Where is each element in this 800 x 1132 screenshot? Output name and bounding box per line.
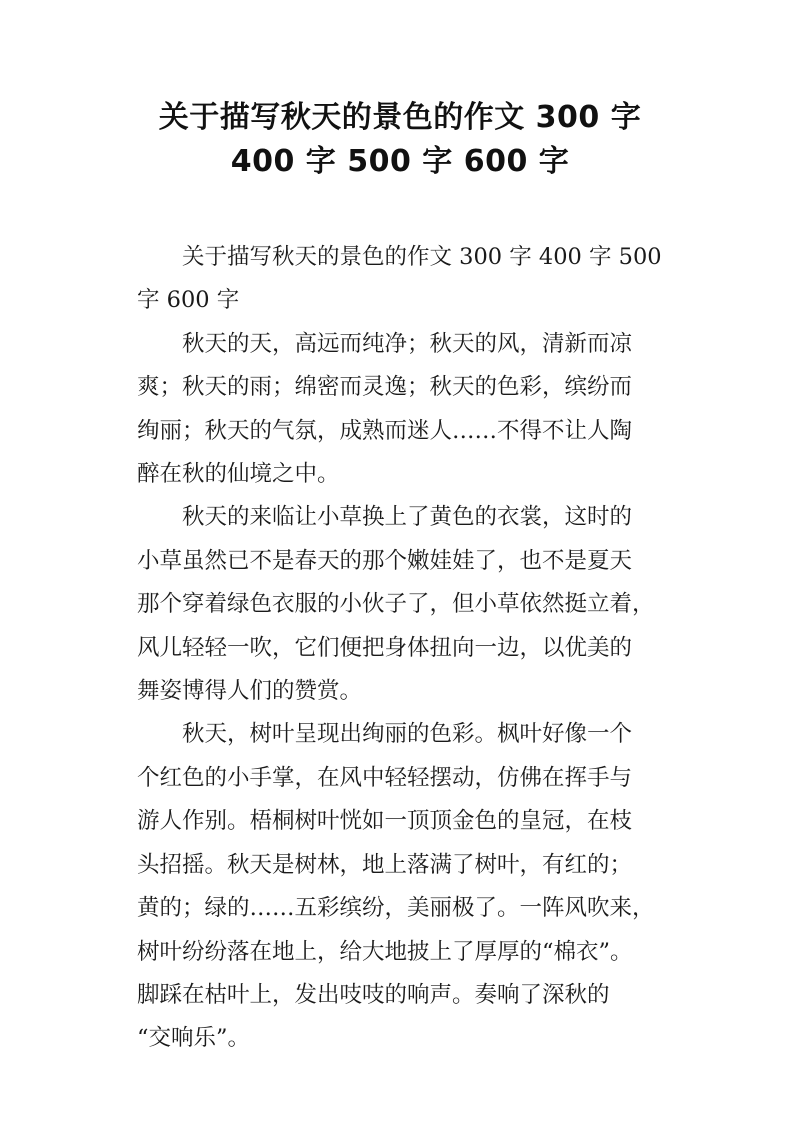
paragraph-line: “交响乐”。	[137, 1025, 251, 1052]
document-title	[0, 96, 800, 184]
paragraph-line: 头招摇。秋天是树林，地上落满了树叶，有红的；	[137, 851, 633, 878]
title-line-2: 400 字 500 字 600 字	[230, 144, 570, 179]
paragraph-line: 秋天，树叶呈现出绚丽的色彩。枫叶好像一个	[182, 721, 633, 748]
title-line-1: 关于描写秋天的景色的作文 300 字	[158, 100, 642, 135]
document-body	[137, 236, 672, 1061]
paragraph-line: 树叶纷纷落在地上，给大地披上了厚厚的“棉衣”。	[137, 938, 633, 965]
paragraph-grass	[137, 496, 672, 713]
paragraph-line: 小草虽然已不是春天的那个嫩娃娃了，也不是夏天	[137, 547, 633, 574]
paragraph-line: 爽；秋天的雨；绵密而灵逸；秋天的色彩，缤纷而	[137, 374, 633, 401]
paragraph-line: 醉在秋的仙境之中。	[137, 461, 340, 488]
paragraph-line: 那个穿着绿色衣服的小伙子了，但小草依然挺立着，	[137, 591, 655, 618]
paragraph-line: 黄的；绿的……五彩缤纷，美丽极了。一阵风吹来，	[137, 895, 655, 922]
paragraph-line: 秋天的天，高远而纯净；秋天的风，清新而凉	[182, 330, 633, 357]
paragraph-line: 脚踩在枯叶上，发出吱吱的响声。奏响了深秋的	[137, 981, 610, 1008]
paragraph-line: 个红色的小手掌，在风中轻轻摆动，仿佛在挥手与	[137, 764, 633, 791]
paragraph-line: 风儿轻轻一吹，它们便把身体扭向一边，以优美的	[137, 634, 633, 661]
paragraph-line: 秋天的来临让小草换上了黄色的衣裳，这时的	[182, 504, 633, 531]
paragraph-line: 字 600 字	[137, 287, 240, 314]
paragraph-autumn-sky	[137, 323, 672, 497]
paragraph-leaves	[137, 713, 672, 1060]
paragraph-line: 游人作别。梧桐树叶恍如一顶顶金色的皇冠，在枝	[137, 808, 633, 835]
paragraph-line: 关于描写秋天的景色的作文 300 字 400 字 500	[182, 244, 662, 270]
paragraph-line: 绚丽；秋天的气氛，成熟而迷人……不得不让人陶	[137, 417, 633, 444]
paragraph-line: 舞姿博得人们的赞赏。	[137, 678, 363, 705]
paragraph-intro	[137, 236, 672, 323]
